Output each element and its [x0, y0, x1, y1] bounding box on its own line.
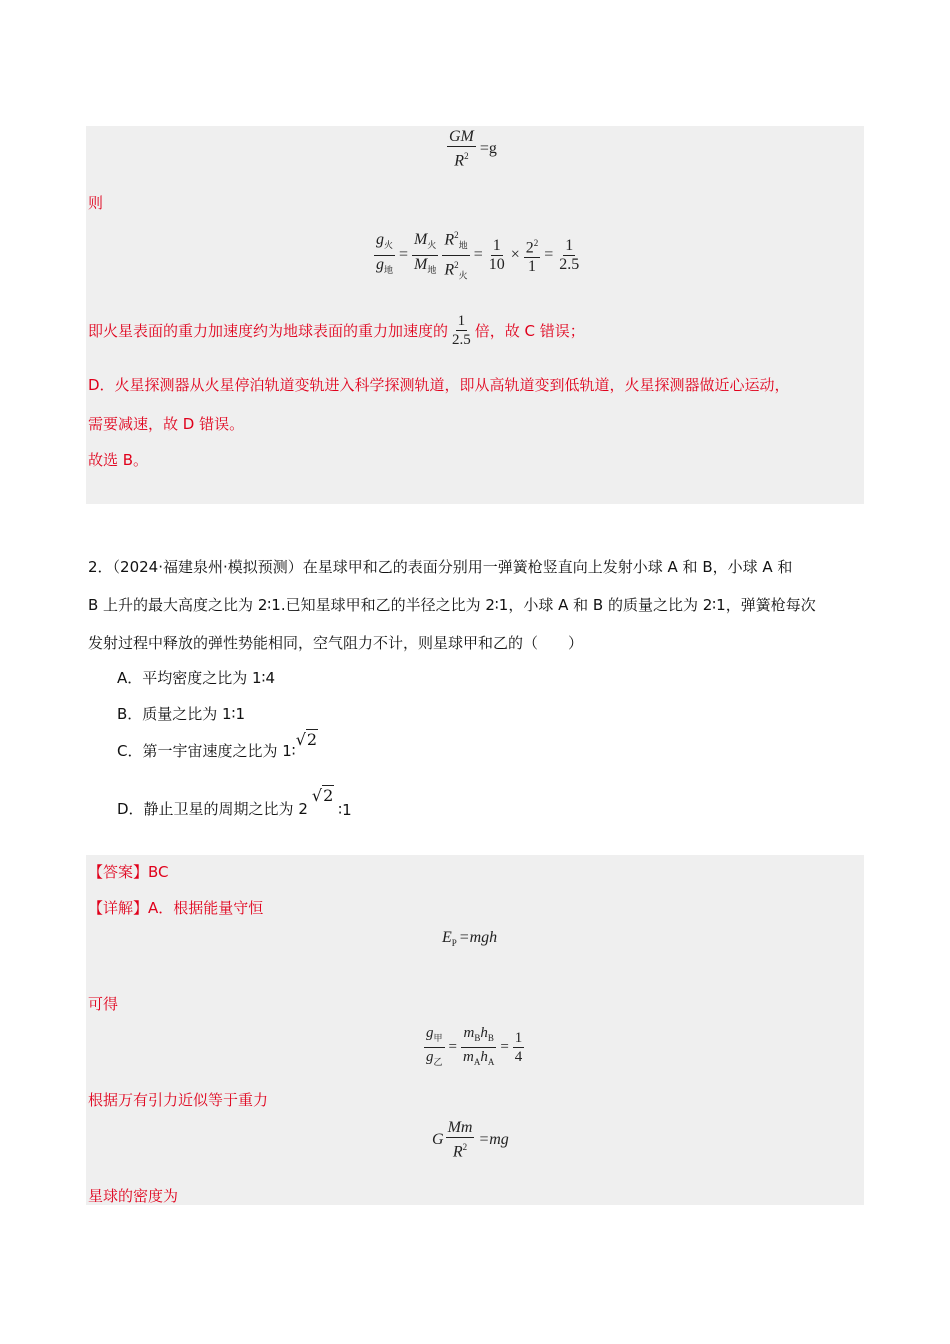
text-ze: 则: [88, 194, 104, 212]
equation-ep-mgh: $E_P =mgh$: [442, 929, 498, 949]
equation-g-jia-yi: $\frac{g_甲}{g_乙}$ = $\frac{m_Bh_B}{m_Ah_A}$ = $\frac{1}{4}$: [426, 1025, 523, 1067]
option-b: B．质量之比为 1∶1: [117, 705, 246, 723]
option-d: D．静止卫星的周期之比为 2√2∶1: [117, 786, 352, 819]
option-c: C．第一宇宙速度之比为 1∶√2: [117, 730, 318, 760]
equation-gm-r2: $\frac{GM}{R^2}$ =g: [449, 128, 497, 170]
text-line-d2: 需要减速，故 D 错误。: [88, 415, 245, 433]
text-midu: 星球的密度为: [88, 1187, 179, 1205]
text-line-b: 故选 B。: [88, 451, 149, 469]
text-line-d1: D．火星探测器从火星停泊轨道变轨进入科学探测轨道，即从高轨道变到低轨道，火星探测器做近心运动，: [88, 376, 790, 394]
question-line-1: 2．（2024·福建泉州·模拟预测）在星球甲和乙的表面分别用一弹簧枪竖直向上发射小球 A 和 B，小球 A 和: [88, 558, 793, 576]
question-line-2: B 上升的最大高度之比为 2∶1.已知星球甲和乙的半径之比为 2∶1，小球 A 和 B 的质量之比为 2∶1，弹簧枪每次: [88, 596, 816, 614]
text-kede: 可得: [88, 995, 119, 1013]
equation-g-ratio: $\frac{g_火}{g_地}$ = $\frac{M_火}{M_地}$ $\frac{R^2_地}{R^2_火}$ = $\frac{1}{10}$ × $\frac{2^2}{1}$ = $\frac{1}{2.5}$: [372, 226, 583, 284]
answer-label: 【答案】BC: [88, 863, 169, 881]
detail-label: 【详解】A．根据能量守恒: [88, 899, 264, 917]
text-line-c: 即火星表面的重力加速度约为地球表面的重力加速度的 $\frac{1}{2.5}$ 倍，故 C 错误；: [88, 313, 585, 348]
text-wanyou: 根据万有引力近似等于重力: [88, 1091, 269, 1109]
question-line-3: 发射过程中释放的弹性势能相同，空气阻力不计，则星球甲和乙的（ ）: [88, 634, 584, 652]
equation-gravity: G $\frac{Mm}{R^2}$ =mg: [432, 1119, 509, 1161]
option-a: A．平均密度之比为 1∶4: [117, 669, 276, 687]
